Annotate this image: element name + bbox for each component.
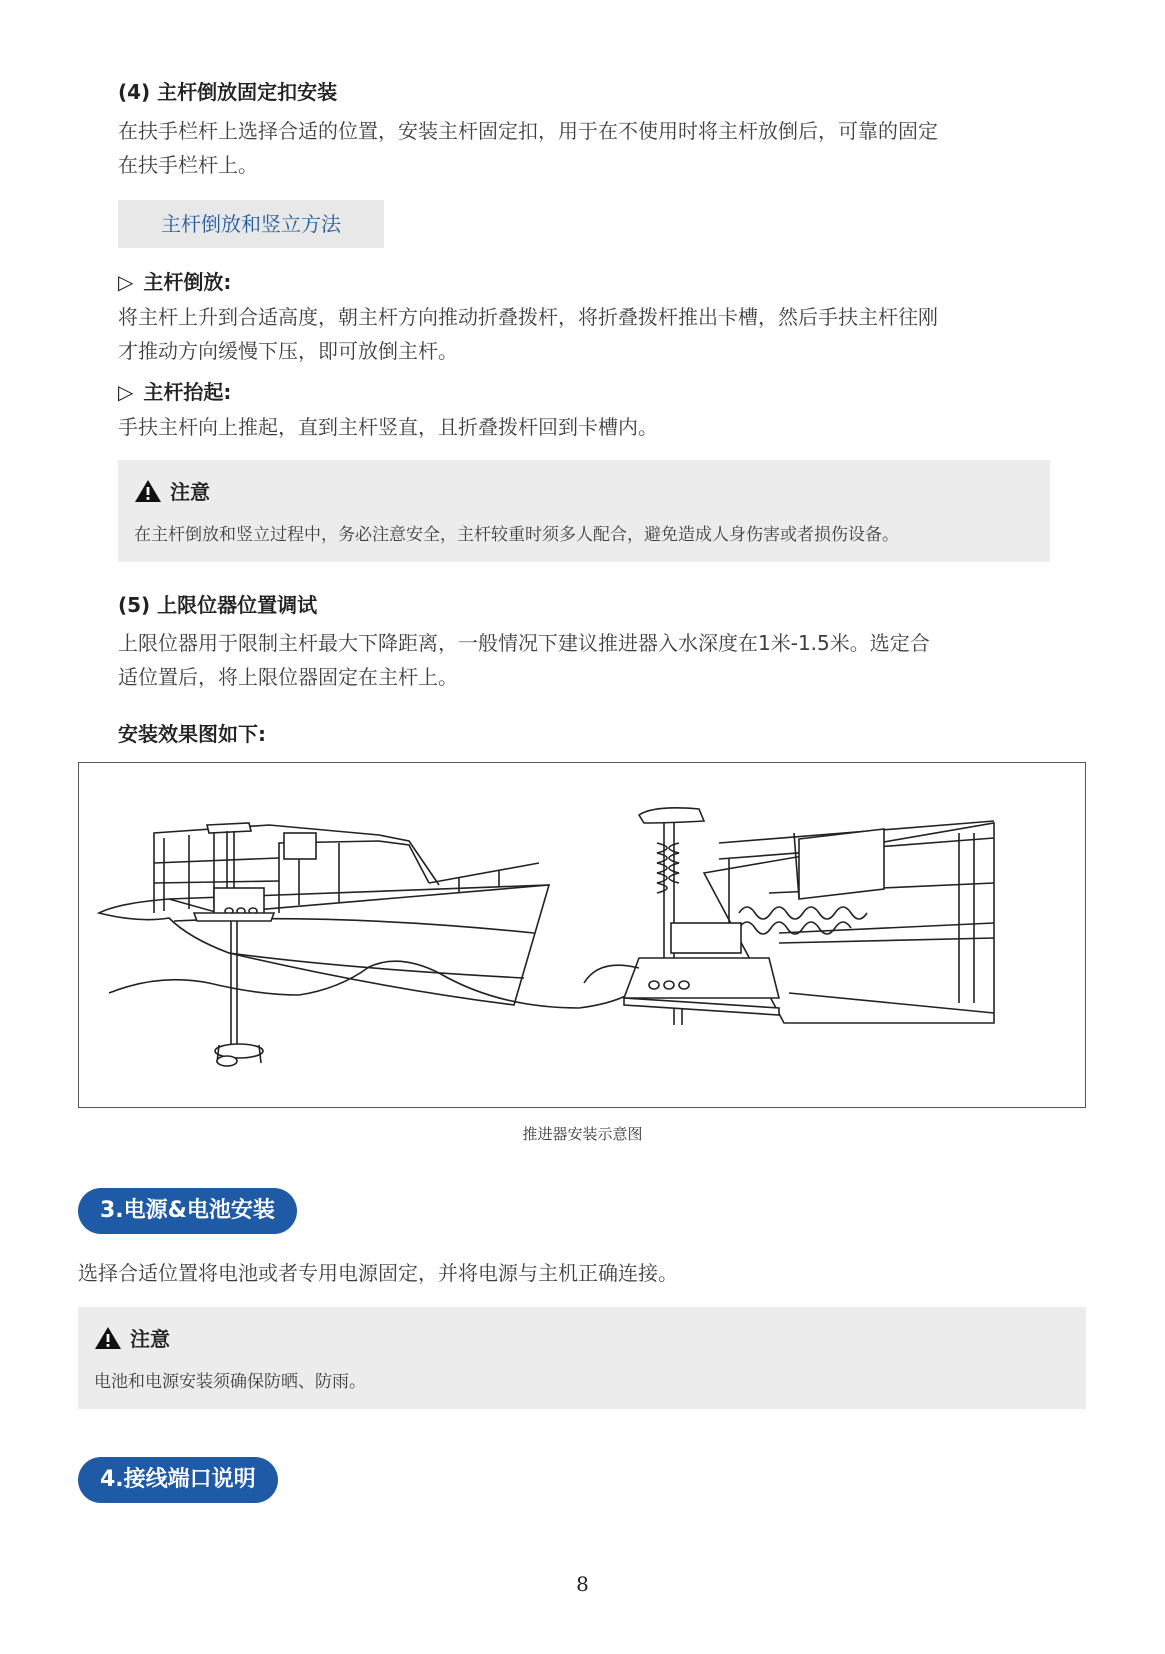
installation-figure (78, 762, 1086, 1108)
page-number: 8 (576, 1572, 589, 1596)
down-paragraph (118, 300, 1058, 368)
note-box-2 (78, 1307, 1086, 1409)
figure-caption: 推进器安装示意图 (522, 1125, 643, 1143)
boat-right-drawing (584, 808, 994, 1025)
boat-thruster-illustration (79, 763, 1085, 1107)
section-5-heading: (5) 上限位器位置调试 (118, 593, 318, 617)
down-heading (118, 266, 231, 295)
down-title: 主杆倒放: (143, 270, 232, 294)
up-heading (118, 376, 231, 405)
section-4-heading: (4) 主杆倒放固定扣安装 (118, 80, 338, 104)
boat-left-drawing (99, 823, 639, 1066)
section-4b-pill: 4.接线端口说明 (78, 1457, 278, 1503)
up-title: 主杆抬起: (143, 380, 232, 404)
note-2-text: 电池和电源安装须确保防晒、防雨。 (94, 1372, 366, 1392)
section-5-para-line-2: 适位置后，将上限位器固定在主杆上。 (118, 665, 458, 689)
section-3-pill: 3.电源&电池安装 (78, 1188, 297, 1234)
method-tag: 主杆倒放和竖立方法 (118, 200, 384, 248)
up-paragraph (118, 410, 1058, 444)
up-line-1: 手扶主杆向上推起，直到主杆竖直，且折叠拨杆回到卡槽内。 (118, 415, 658, 439)
note-1-title (134, 476, 210, 505)
section-5-para-line-1: 上限位器用于限制主杆最大下降距离，一般情况下建议推进器入水深度在1米-1.5米。选定合 (118, 631, 930, 655)
warning-icon (94, 1326, 122, 1350)
note-2-title-text: 注意 (130, 1327, 170, 1351)
note-box-1 (118, 460, 1050, 562)
down-line-2: 才推动方向缓慢下压，即可放倒主杆。 (118, 339, 458, 363)
section-3-paragraph: 选择合适位置将电池或者专用电源固定，并将电源与主机正确连接。 (78, 1261, 678, 1285)
effect-label: 安装效果图如下: (118, 722, 266, 746)
note-1-text: 在主杆倒放和竖立过程中，务必注意安全，主杆较重时须多人配合，避免造成人身伤害或者损伤设备。 (134, 525, 899, 545)
section-4-para-line-1: 在扶手栏杆上选择合适的位置，安装主杆固定扣，用于在不使用时将主杆放倒后，可靠的固定 (118, 119, 938, 143)
note-2-title (94, 1323, 170, 1352)
note-1-title-text: 注意 (170, 480, 210, 504)
triangle-right-icon: ▷ (118, 380, 134, 404)
section-4-para-line-2: 在扶手栏杆上。 (118, 153, 258, 177)
triangle-right-icon: ▷ (118, 270, 134, 294)
warning-icon (134, 479, 162, 503)
section-5-paragraph (118, 626, 1058, 694)
down-line-1: 将主杆上升到合适高度，朝主杆方向推动折叠拨杆，将折叠拨杆推出卡槽，然后手扶主杆往刚 (118, 305, 938, 329)
section-4-paragraph (118, 114, 1058, 182)
